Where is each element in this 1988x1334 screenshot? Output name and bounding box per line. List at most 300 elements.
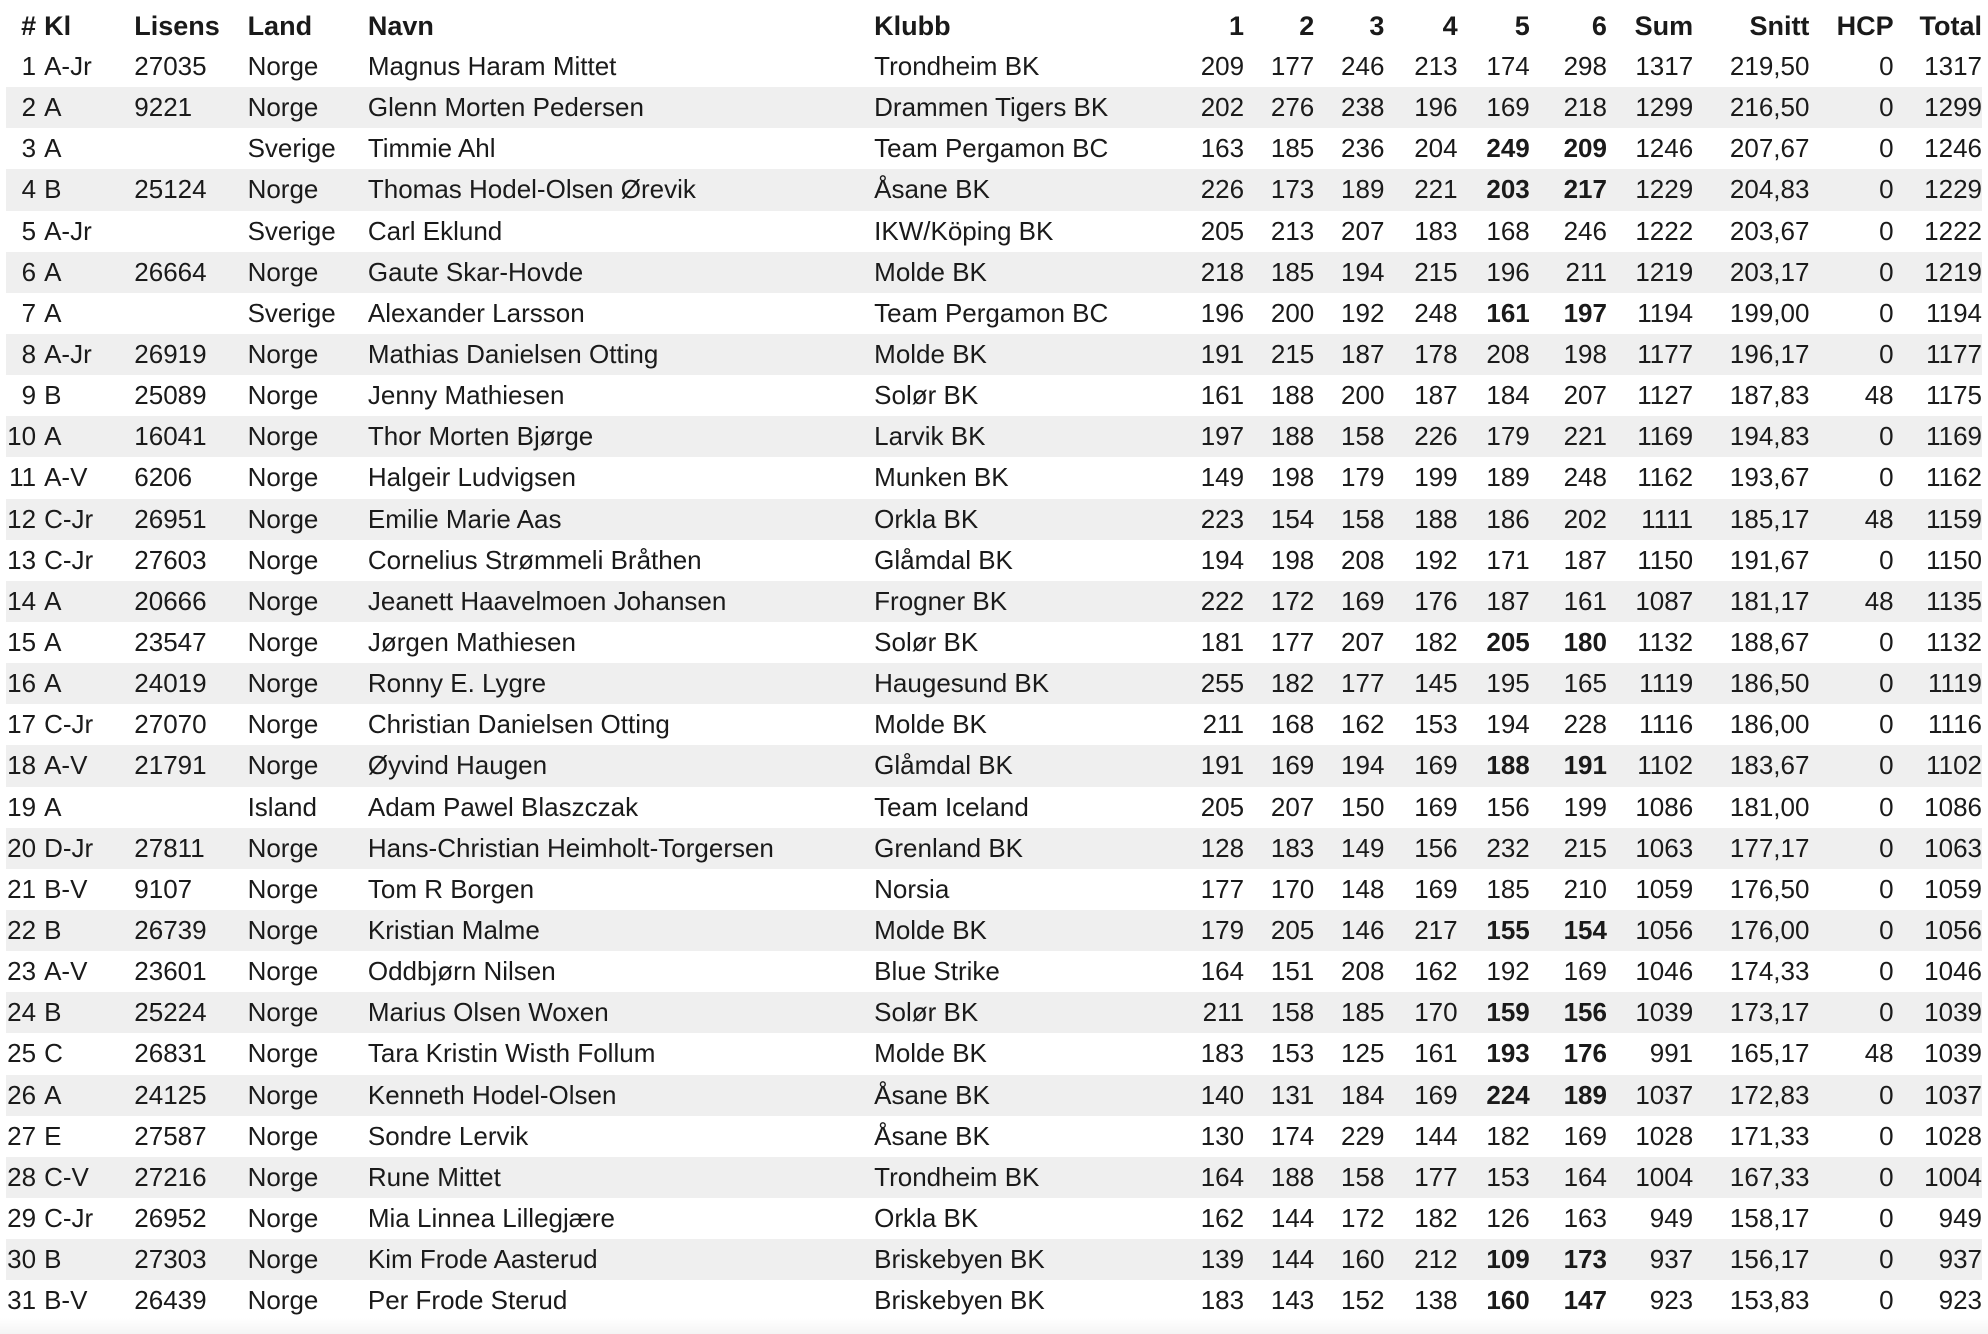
cell-game-5: 208 xyxy=(1458,334,1530,375)
cell-navn: Kenneth Hodel-Olsen xyxy=(358,1075,874,1116)
cell-navn: Christian Danielsen Otting xyxy=(367,709,670,740)
table-row xyxy=(6,581,1982,622)
cell-sum: 1162 xyxy=(1637,462,1694,493)
cell-rank: 23 xyxy=(7,956,37,987)
cell-snitt: 167,33 xyxy=(1693,1157,1809,1198)
cell-hcp: 0 xyxy=(1809,169,1893,210)
cell-rank: 18 xyxy=(6,745,44,786)
cell-game-3: 160 xyxy=(1314,1239,1384,1280)
table-row xyxy=(6,1157,1982,1198)
cell-snitt: 203,67 xyxy=(1729,215,1810,246)
cell-game-2: 177 xyxy=(1270,627,1315,658)
cell-snitt: 171,33 xyxy=(1729,1120,1810,1151)
cell-kl: A xyxy=(44,627,62,658)
col-header-hcp[interactable]: HCP xyxy=(1836,10,1894,41)
cell-navn: Øyvind Haugen xyxy=(358,745,874,786)
cell-total: 937 xyxy=(1894,1239,1982,1280)
cell-klubb: Trondheim BK xyxy=(874,51,1040,82)
table-row xyxy=(6,910,1982,951)
cell-game-4: 144 xyxy=(1414,1120,1458,1151)
cell-rank: 29 xyxy=(7,1203,37,1233)
cell-kl: A-V xyxy=(44,745,124,786)
col-header-klubb[interactable]: Klubb xyxy=(874,10,951,41)
col-header-land[interactable]: Land xyxy=(247,10,313,41)
cell-game-4: 215 xyxy=(1384,252,1457,293)
cell-rank: 21 xyxy=(7,873,37,904)
cell-game-5: 159 xyxy=(1458,992,1530,1033)
col-header-game-3[interactable]: 3 xyxy=(1369,10,1385,41)
cell-snitt: 158,17 xyxy=(1729,1203,1810,1233)
cell-total: 1119 xyxy=(1894,663,1982,704)
cell-game-5: 232 xyxy=(1458,828,1530,869)
table-row xyxy=(6,416,1982,457)
cell-game-2: 144 xyxy=(1244,1239,1314,1280)
cell-hcp: 0 xyxy=(1879,133,1894,164)
cell-game-3: 207 xyxy=(1341,627,1385,658)
cell-game-2: 144 xyxy=(1270,1203,1315,1233)
col-header-sum[interactable]: Sum xyxy=(1634,10,1694,41)
cell-lisens: 27216 xyxy=(124,1157,237,1198)
cell-game-2: 154 xyxy=(1244,499,1314,540)
cell-sum: 923 xyxy=(1649,1285,1694,1316)
table-row xyxy=(6,1280,1982,1321)
cell-game-2: 185 xyxy=(1244,252,1314,293)
cell-rank: 7 xyxy=(21,297,37,328)
cell-klubb: Larvik BK xyxy=(874,416,1154,457)
cell-game-3: 236 xyxy=(1341,133,1385,164)
cell-game-5: 193 xyxy=(1486,1038,1530,1069)
cell-game-6: 187 xyxy=(1563,544,1607,575)
cell-total: 1229 xyxy=(1894,169,1982,210)
table-row xyxy=(6,1033,1982,1074)
cell-rank: 19 xyxy=(7,791,37,822)
cell-land: Norge xyxy=(238,416,358,457)
cell-total: 1046 xyxy=(1924,956,1982,987)
cell-hcp: 48 xyxy=(1864,380,1894,411)
cell-snitt: 191,67 xyxy=(1729,544,1810,575)
cell-game-4: 177 xyxy=(1384,1157,1457,1198)
cell-game-4: 138 xyxy=(1414,1285,1458,1316)
table-row xyxy=(6,375,1982,416)
cell-land: Norge xyxy=(247,1038,319,1069)
col-header-navn[interactable]: Navn xyxy=(367,10,434,41)
cell-game-5: 195 xyxy=(1458,663,1530,704)
cell-lisens: 26664 xyxy=(124,252,237,293)
cell-land: Norge xyxy=(238,1157,358,1198)
cell-rank: 16 xyxy=(6,663,44,704)
cell-game-3: 185 xyxy=(1314,992,1384,1033)
cell-snitt: 186,00 xyxy=(1729,709,1810,740)
cell-game-3: 146 xyxy=(1314,910,1384,951)
cell-game-1: 140 xyxy=(1154,1075,1244,1116)
cell-klubb: Team Pergamon BC xyxy=(874,297,1109,328)
col-header-game-5[interactable]: 5 xyxy=(1514,10,1530,41)
cell-snitt: 216,50 xyxy=(1693,87,1809,128)
cell-game-2: 207 xyxy=(1270,791,1315,822)
cell-navn: Rune Mittet xyxy=(358,1157,874,1198)
cell-game-1: 194 xyxy=(1200,544,1245,575)
cell-game-5: 161 xyxy=(1486,297,1530,328)
cell-navn: Oddbjørn Nilsen xyxy=(367,956,556,987)
cell-lisens: 20666 xyxy=(124,581,237,622)
cell-game-5: 249 xyxy=(1486,133,1530,164)
cell-rank: 6 xyxy=(6,252,44,293)
cell-game-1: 197 xyxy=(1154,416,1244,457)
cell-klubb: Åsane BK xyxy=(874,1075,1154,1116)
table-row xyxy=(6,704,1982,745)
cell-sum: 1039 xyxy=(1607,992,1693,1033)
cell-snitt: 186,50 xyxy=(1693,663,1809,704)
cell-game-1: 177 xyxy=(1200,873,1245,904)
cell-game-1: 205 xyxy=(1200,791,1245,822)
cell-klubb: Åsane BK xyxy=(874,169,1154,210)
col-header-game-1[interactable]: 1 xyxy=(1229,10,1245,41)
cell-game-2: 276 xyxy=(1244,87,1314,128)
cell-game-4: 169 xyxy=(1384,745,1457,786)
cell-land: Norge xyxy=(238,1075,358,1116)
cell-lisens: 23601 xyxy=(134,956,207,987)
table-row xyxy=(6,869,1982,910)
cell-snitt: 174,33 xyxy=(1729,956,1810,987)
cell-sum: 1299 xyxy=(1607,87,1693,128)
cell-game-3: 238 xyxy=(1314,87,1384,128)
cell-total: 1159 xyxy=(1894,499,1982,540)
cell-navn: Jeanett Haavelmoen Johansen xyxy=(358,581,874,622)
cell-snitt: 194,83 xyxy=(1693,416,1809,457)
cell-game-4: 178 xyxy=(1384,334,1457,375)
cell-navn: Ronny E. Lygre xyxy=(358,663,874,704)
cell-game-5: 109 xyxy=(1458,1239,1530,1280)
cell-klubb: Molde BK xyxy=(874,1038,987,1069)
cell-snitt: 196,17 xyxy=(1693,334,1809,375)
cell-total: 1004 xyxy=(1894,1157,1982,1198)
table-row xyxy=(6,540,1982,581)
cell-game-4: 169 xyxy=(1384,1075,1457,1116)
cell-navn: Gaute Skar-Hovde xyxy=(358,252,874,293)
cell-rank: 30 xyxy=(6,1239,44,1280)
cell-land: Norge xyxy=(247,627,319,658)
cell-klubb: Munken BK xyxy=(874,462,1009,493)
cell-kl: A-Jr xyxy=(44,51,92,82)
cell-sum: 1194 xyxy=(1637,297,1694,328)
cell-navn: Marius Olsen Woxen xyxy=(358,992,874,1033)
cell-navn: Cornelius Strømmeli Bråthen xyxy=(367,544,702,575)
cell-kl: C-Jr xyxy=(44,544,94,575)
cell-klubb: Molde BK xyxy=(874,252,1154,293)
cell-navn: Jenny Mathiesen xyxy=(367,380,565,411)
col-header-snitt[interactable]: Snitt xyxy=(1749,10,1810,41)
col-header-game-4[interactable]: 4 xyxy=(1442,10,1458,41)
cell-lisens xyxy=(124,128,237,169)
cell-game-5: 126 xyxy=(1486,1203,1530,1233)
cell-hcp: 0 xyxy=(1879,709,1894,740)
cell-sum: 1169 xyxy=(1607,416,1693,457)
cell-klubb: Frogner BK xyxy=(874,581,1154,622)
cell-game-3: 187 xyxy=(1314,334,1384,375)
cell-game-1: 162 xyxy=(1200,1203,1245,1233)
cell-rank: 9 xyxy=(21,380,37,411)
cell-land: Norge xyxy=(238,334,358,375)
cell-hcp: 0 xyxy=(1879,1203,1894,1233)
cell-game-5: 156 xyxy=(1486,791,1530,822)
cell-total: 923 xyxy=(1938,1285,1982,1316)
cell-game-1: 191 xyxy=(1154,745,1244,786)
cell-sum: 1037 xyxy=(1607,1075,1693,1116)
cell-game-4: 187 xyxy=(1414,380,1458,411)
cell-game-5: 174 xyxy=(1486,51,1530,82)
cell-game-3: 158 xyxy=(1314,499,1384,540)
cell-snitt: 203,17 xyxy=(1693,252,1809,293)
cell-navn: Halgeir Ludvigsen xyxy=(367,462,576,493)
cell-game-2: 158 xyxy=(1244,992,1314,1033)
cell-game-5: 194 xyxy=(1486,709,1530,740)
cell-game-6: 189 xyxy=(1530,1075,1607,1116)
cell-klubb: Solør BK xyxy=(874,992,1154,1033)
cell-kl: B xyxy=(44,380,62,411)
cell-sum: 1177 xyxy=(1607,334,1693,375)
cell-game-2: 143 xyxy=(1270,1285,1315,1316)
cell-land: Norge xyxy=(238,581,358,622)
cell-game-5: 184 xyxy=(1486,380,1530,411)
cell-land: Norge xyxy=(247,709,319,740)
cell-game-5: 187 xyxy=(1458,581,1530,622)
cell-game-3: 194 xyxy=(1314,252,1384,293)
cell-game-1: 183 xyxy=(1200,1038,1245,1069)
cell-game-1: 255 xyxy=(1154,663,1244,704)
cell-game-1: 218 xyxy=(1154,252,1244,293)
cell-game-4: 204 xyxy=(1414,133,1458,164)
cell-snitt: 193,67 xyxy=(1729,462,1810,493)
cell-game-3: 246 xyxy=(1341,51,1385,82)
cell-game-5: 185 xyxy=(1486,873,1530,904)
cell-kl: A-Jr xyxy=(44,334,124,375)
cell-game-4: 169 xyxy=(1414,873,1458,904)
cell-lisens: 26919 xyxy=(124,334,237,375)
cell-hcp: 48 xyxy=(1809,499,1893,540)
cell-game-1: 205 xyxy=(1200,215,1245,246)
table-row xyxy=(6,787,1982,828)
cell-klubb: Molde BK xyxy=(874,709,987,740)
col-header-kl[interactable]: Kl xyxy=(44,10,72,41)
cell-rank: 3 xyxy=(21,133,37,164)
col-header-game-2[interactable]: 2 xyxy=(1299,10,1315,41)
col-header-total[interactable]: Total xyxy=(1919,10,1982,41)
cell-hcp: 0 xyxy=(1879,462,1894,493)
cell-land: Sverige xyxy=(247,297,336,328)
cell-total: 1063 xyxy=(1894,828,1982,869)
cell-game-2: 183 xyxy=(1244,828,1314,869)
cell-game-5: 205 xyxy=(1486,627,1530,658)
cell-kl: C-Jr xyxy=(44,1203,94,1233)
cell-game-4: 182 xyxy=(1414,627,1458,658)
cell-total: 1059 xyxy=(1924,873,1982,904)
cell-game-3: 150 xyxy=(1341,791,1385,822)
cell-rank: 27 xyxy=(7,1120,37,1151)
cell-klubb: Team Iceland xyxy=(874,791,1029,822)
table-row xyxy=(6,46,1982,87)
cell-rank: 4 xyxy=(6,169,44,210)
cell-sum: 1119 xyxy=(1607,663,1693,704)
cell-kl: A-V xyxy=(44,462,88,493)
cell-game-1: 149 xyxy=(1200,462,1245,493)
cell-lisens: 24125 xyxy=(124,1075,237,1116)
cell-game-3: 194 xyxy=(1314,745,1384,786)
cell-game-3: 200 xyxy=(1341,380,1385,411)
cell-game-1: 209 xyxy=(1200,51,1245,82)
table-header xyxy=(6,8,1982,46)
cell-game-5: 186 xyxy=(1458,499,1530,540)
cell-hcp: 0 xyxy=(1809,1075,1893,1116)
cell-rank: 1 xyxy=(21,51,37,82)
col-header-rank[interactable]: # xyxy=(21,10,37,41)
cell-game-6: 197 xyxy=(1563,297,1607,328)
cell-lisens: 24019 xyxy=(124,663,237,704)
table-body xyxy=(6,46,1982,1321)
cell-sum: 1102 xyxy=(1607,745,1693,786)
cell-klubb: Orkla BK xyxy=(874,499,1154,540)
cell-game-5: 155 xyxy=(1458,910,1530,951)
cell-game-5: 192 xyxy=(1486,956,1530,987)
cell-navn: Thor Morten Bjørge xyxy=(358,416,874,457)
cell-game-3: 158 xyxy=(1314,416,1384,457)
cell-snitt: 181,00 xyxy=(1729,791,1810,822)
cell-game-4: 169 xyxy=(1414,791,1458,822)
cell-sum: 1028 xyxy=(1635,1120,1694,1151)
cell-game-1: 191 xyxy=(1154,334,1244,375)
cell-total: 1169 xyxy=(1894,416,1982,457)
table-row xyxy=(6,293,1982,334)
cell-total: 1222 xyxy=(1924,215,1982,246)
cell-game-2: 188 xyxy=(1244,1157,1314,1198)
cell-game-2: 131 xyxy=(1244,1075,1314,1116)
cell-game-4: 221 xyxy=(1384,169,1457,210)
cell-kl: C-Jr xyxy=(44,709,94,740)
cell-navn: Timmie Ahl xyxy=(367,133,496,164)
cell-sum: 1127 xyxy=(1637,380,1694,411)
cell-game-6: 202 xyxy=(1530,499,1607,540)
cell-game-3: 162 xyxy=(1341,709,1385,740)
cell-game-2: 172 xyxy=(1244,581,1314,622)
cell-klubb: Solør BK xyxy=(874,627,979,658)
cell-lisens: 25089 xyxy=(134,380,207,411)
cell-snitt: 204,83 xyxy=(1693,169,1809,210)
cell-sum: 949 xyxy=(1649,1203,1694,1233)
cell-game-6: 207 xyxy=(1563,380,1607,411)
cell-game-6: 228 xyxy=(1563,709,1607,740)
cell-game-1: 164 xyxy=(1154,1157,1244,1198)
cell-land: Norge xyxy=(247,380,319,411)
cell-lisens: 27603 xyxy=(134,544,207,575)
cell-game-1: 164 xyxy=(1200,956,1245,987)
cell-game-6: 180 xyxy=(1563,627,1607,658)
cell-land: Norge xyxy=(247,544,319,575)
cell-game-2: 151 xyxy=(1270,956,1315,987)
cell-game-2: 198 xyxy=(1270,462,1315,493)
cell-klubb: Molde BK xyxy=(874,334,1154,375)
cell-hcp: 48 xyxy=(1864,1038,1894,1069)
cell-lisens: 26739 xyxy=(124,910,237,951)
cell-game-6: 169 xyxy=(1563,956,1607,987)
cell-klubb: Blue Strike xyxy=(874,956,1000,987)
cell-hcp: 0 xyxy=(1879,627,1894,658)
col-header-lisens[interactable]: Lisens xyxy=(134,10,220,41)
cell-game-1: 211 xyxy=(1202,709,1245,740)
table-row xyxy=(6,1198,1982,1239)
cell-game-2: 173 xyxy=(1244,169,1314,210)
cell-hcp: 0 xyxy=(1809,252,1893,293)
table-row xyxy=(6,457,1982,498)
cell-navn: Kristian Malme xyxy=(358,910,874,951)
cell-land: Norge xyxy=(247,956,319,987)
table-row xyxy=(6,745,1982,786)
table-row xyxy=(6,663,1982,704)
cell-kl: C-V xyxy=(44,1157,124,1198)
cell-hcp: 0 xyxy=(1809,416,1893,457)
cell-game-6: 161 xyxy=(1530,581,1607,622)
cell-game-4: 161 xyxy=(1414,1038,1458,1069)
cell-sum: 1317 xyxy=(1635,51,1694,82)
cell-kl: A-V xyxy=(44,956,88,987)
cell-hcp: 48 xyxy=(1809,581,1893,622)
cell-hcp: 0 xyxy=(1879,956,1894,987)
cell-game-1: 130 xyxy=(1200,1120,1245,1151)
cell-rank: 31 xyxy=(7,1285,37,1316)
table-row xyxy=(6,334,1982,375)
cell-sum: 1246 xyxy=(1635,133,1694,164)
cell-kl: B xyxy=(44,992,124,1033)
cell-total: 1299 xyxy=(1894,87,1982,128)
cell-snitt: 185,17 xyxy=(1693,499,1809,540)
cell-total: 1102 xyxy=(1894,745,1982,786)
cell-game-6: 147 xyxy=(1563,1285,1607,1316)
col-header-game-6[interactable]: 6 xyxy=(1591,10,1607,41)
cell-navn: Alexander Larsson xyxy=(367,297,585,328)
cell-game-3: 208 xyxy=(1341,956,1385,987)
table-row xyxy=(6,828,1982,869)
cell-total: 1246 xyxy=(1924,133,1982,164)
cell-hcp: 0 xyxy=(1879,544,1894,575)
cell-game-3: 208 xyxy=(1341,544,1385,575)
cell-hcp: 0 xyxy=(1879,1285,1894,1316)
cell-navn: Tara Kristin Wisth Follum xyxy=(367,1038,656,1069)
cell-kl: E xyxy=(44,1120,62,1151)
cell-klubb: Solør BK xyxy=(874,380,979,411)
cell-snitt: 172,83 xyxy=(1693,1075,1809,1116)
cell-snitt: 165,17 xyxy=(1729,1038,1810,1069)
cell-rank: 15 xyxy=(7,627,37,658)
table-row xyxy=(6,951,1982,992)
cell-navn: Sondre Lervik xyxy=(367,1120,529,1151)
cell-total: 1039 xyxy=(1894,992,1982,1033)
cell-lisens: 25224 xyxy=(124,992,237,1033)
cell-kl: B xyxy=(44,169,124,210)
cell-game-2: 185 xyxy=(1270,133,1315,164)
cell-klubb: Team Pergamon BC xyxy=(874,133,1109,164)
table-row xyxy=(6,1239,1982,1280)
cell-hcp: 0 xyxy=(1809,745,1893,786)
cell-kl: A xyxy=(44,663,124,704)
cell-klubb: Briskebyen BK xyxy=(874,1285,1045,1316)
cell-game-3: 207 xyxy=(1341,215,1385,246)
cell-rank: 2 xyxy=(6,87,44,128)
cell-game-4: 212 xyxy=(1384,1239,1457,1280)
cell-game-3: 152 xyxy=(1341,1285,1385,1316)
cell-game-5: 188 xyxy=(1458,745,1530,786)
cell-game-6: 248 xyxy=(1563,462,1607,493)
cell-game-6: 211 xyxy=(1530,252,1607,293)
cell-sum: 1063 xyxy=(1607,828,1693,869)
cell-lisens: 26952 xyxy=(134,1203,207,1233)
